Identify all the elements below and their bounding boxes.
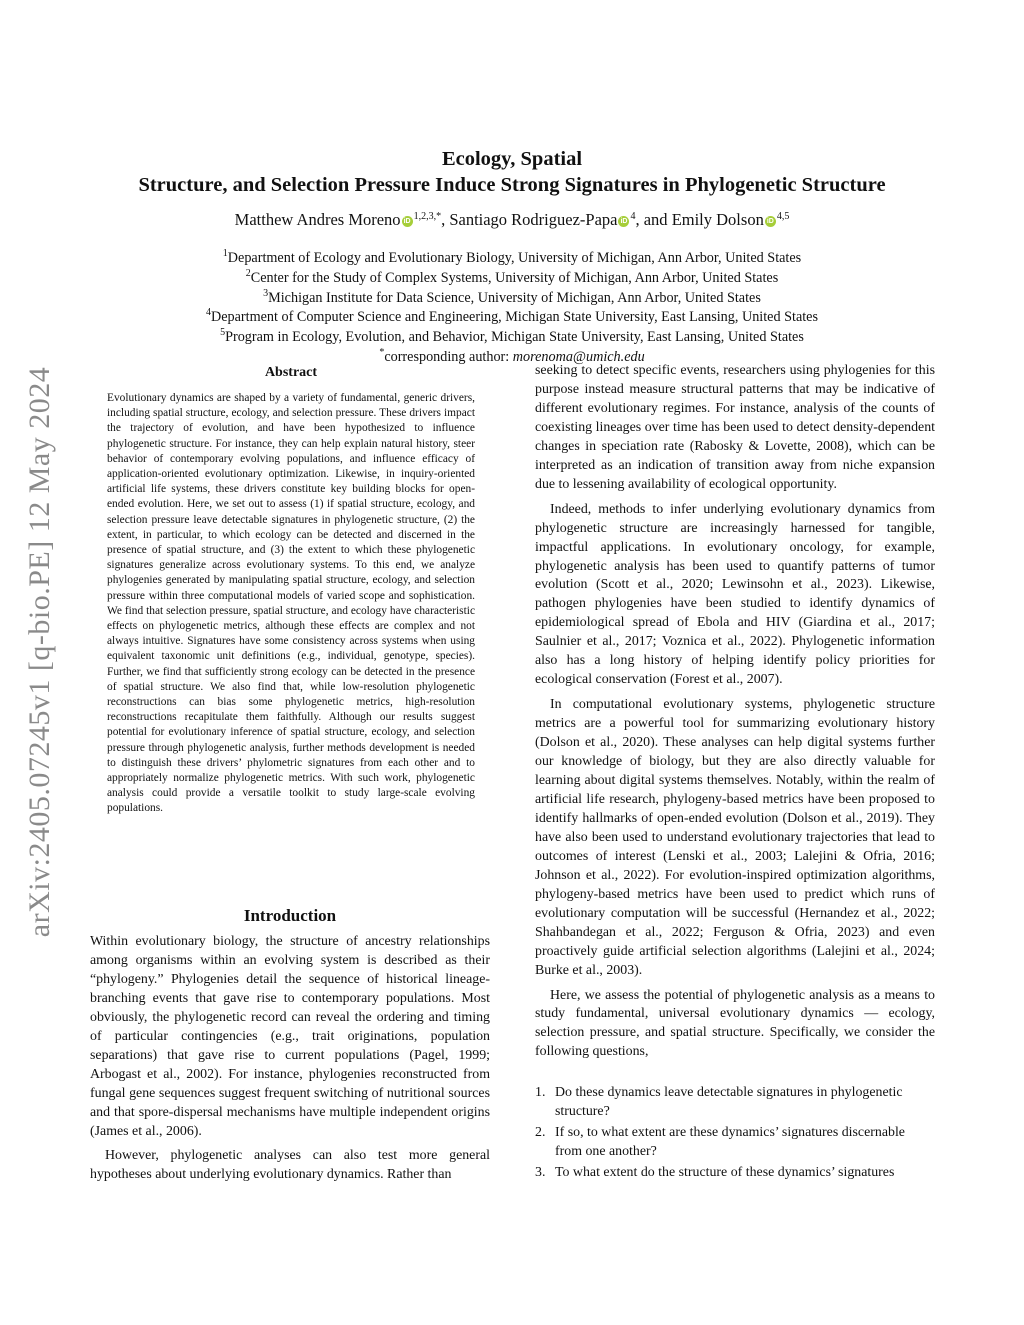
affiliation-list xyxy=(60,249,964,368)
author-list xyxy=(60,209,964,231)
body-paragraph: In computational evolutionary systems, phylogenetic structure metrics are a powerful tool for summarizing evolutionary history (Dolson et al., 2020). These analyses can help digital systems further our knowledge of biology, but they are also directly valuable for learning about digital systems themselves. Notably, within the realm of artificial life research, phylogeny-based metrics have been proposed to identify hallmarks of open-ended evolution (Dolson et al., 2019). They have also been used to understand evolutionary trajectories that lead to outcomes of interest (Lenski et al., 2003; Lalejini & Ofria, 2016; Johnson et al., 2022). For evolution-inspired optimization algorithms, phylogeny-based metrics have been used to predict which runs of evolutionary computation will be successful (Hernandez et al., 2022; Shahbandegan et al., 2022; Ferguson & Ofria, 2023) and even proactively guide artificial selection algorithms (Lalejini et al., 2024; Burke et al., 2003). xyxy=(535,697,935,978)
affiliation xyxy=(60,249,964,269)
list-item-text: To what extent do the structure of these dynamics’ signatures xyxy=(555,1164,895,1180)
author-separator: , xyxy=(441,210,450,229)
body-paragraph: However, phylogenetic analyses can also test more general hypotheses about underlying evolutionary dynamics. Rather than xyxy=(90,1148,490,1183)
affiliation xyxy=(60,289,964,309)
corresponding-label: corresponding author: xyxy=(384,348,513,365)
author-affiliation-marker: 4 xyxy=(630,211,636,222)
affiliation-text: Department of Ecology and Evolutionary Biology, University of Michigan, Ann Arbor, United States xyxy=(227,250,802,266)
author-separator: , and xyxy=(635,210,672,229)
corresponding-email-link[interactable]: morenoma@umich.edu xyxy=(512,348,645,365)
orcid-icon[interactable]: iD xyxy=(620,218,628,225)
corresponding-marker: * xyxy=(379,346,385,358)
author-affiliation-marker: 1,2,3,* xyxy=(413,211,442,222)
list-item-number: 2. xyxy=(535,1124,546,1140)
left-column-body xyxy=(90,933,490,1191)
affiliation-text: Center for the Study of Complex Systems, University of Michigan, Ann Arbor, United States xyxy=(250,269,779,286)
list-item xyxy=(535,1164,935,1183)
affiliation-marker: 2 xyxy=(245,267,251,279)
orcid-icon[interactable]: iD xyxy=(403,218,411,225)
abstract-text: Evolutionary dynamics are shaped by a variety of fundamental, generic drivers, including spatial structure, ecology, and selection pressure. These drivers impact the trajectory of evolution, and have been hypothesized to influence phylogenetic structure. For instance, they can help explain natural history, steer behavior of contemporary evolving populations, and influence efficacy of application-oriented evolutionary optimization. Likewise, in inquiry-oriented artificial life systems, these drivers constitute key building blocks for open-ended evolution. Here, we set out to assess (1) if spatial structure, ecology, and selection pressure leave detectable signatures in phylogenetic structure, (2) the extent, in particular, to which ecology can be detected and discerned in the presence of spatial structure, and (3) the extent to which these phylogenetic signatures generalize across evolutionary systems. To this end, we analyze phylogenies generated by manipulating spatial structure, ecology, and selection pressure within three computational models of varied scope and sophistication. We find that selection pressure, spatial structure, and ecology have characteristic effects on phylogenetic metrics, although these effects are complex and not always intuitive. Signatures have some consistency across systems when using equivalent taxonomic unit definitions (e.g., individual, genotype, species). Further, we find that sufficiently strong ecology can be detected in the presence of spatial structure. We also find that, while low-resolution phylogenetic reconstructions can bias some phylogenetic metrics, high-resolution reconstructions recapitulate them faithfully. Although our results suggest potential for evolutionary inference of spatial structure, ecology, and selection pressure through phylogenetic analysis, further methods development is needed to distinguish these drivers’ phylometric signatures from each other and to appropriately normalize phylogenetic metrics. With such work, phylogenetic analysis could provide a versatile toolkit to study large-scale evolving populations. xyxy=(107,392,475,815)
list-item-text: If so, to what extent are these dynamics’ signatures discernable from one another? xyxy=(555,1124,905,1159)
abstract-heading: Abstract xyxy=(264,365,318,380)
introduction-heading: Introduction xyxy=(243,906,337,925)
affiliation-marker: 5 xyxy=(220,327,226,339)
arxiv-identifier-stamp[interactable]: arXiv:2405.07245v1 [q-bio.PE] 12 May 2024 xyxy=(23,366,56,938)
title-line-1: Ecology, Spatial xyxy=(441,148,583,170)
paper-title xyxy=(60,146,964,198)
list-item-text: Do these dynamics leave detectable signatures in phylogenetic structure? xyxy=(555,1085,903,1119)
affiliation xyxy=(60,269,964,289)
affiliation xyxy=(60,308,964,328)
list-item-number: 1. xyxy=(535,1085,546,1100)
body-paragraph: Indeed, methods to infer underlying evolutionary dynamics from phylogenetic structure are increasingly harnessed for tangible, impactful applications. In evolutionary oncology, for example, phylogenetic analysis has been used to quantify patterns of tumor evolution (Scott et al., 2020; Lewinsohn et al., 2023). Likewise, pathogen phylogenies have been studied to identify dynamics of epidemiological spread of Ebola and HIV (Giardina et al., 2017; Saulnier et al., 2017; Voznica et al., 2022). Phylogenetic information also has a long history of helping identify policy priorities for ecological conservation (Forest et al., 2007). xyxy=(535,501,935,688)
author-name: Santiago Rodriguez-Papa xyxy=(449,210,618,229)
affiliation-marker: 4 xyxy=(205,307,211,319)
affiliation-text: Michigan Institute for Data Science, University of Michigan, Ann Arbor, United States xyxy=(268,289,761,306)
title-line-2: Structure, and Selection Pressure Induce Strong Signatures in Phylogenetic Structure xyxy=(138,174,886,196)
right-column-body xyxy=(535,362,935,1068)
author-name: Emily Dolson xyxy=(671,210,764,229)
orcid-icon[interactable]: iD xyxy=(766,218,774,225)
author-affiliation-marker: 4,5 xyxy=(776,211,790,222)
body-paragraph: Within evolutionary biology, the structure of ancestry relationships among organisms within an evolving system is described as their “phylogeny.” Phylogenies detail the sequence of historical lineage-branching events that gave rise to contemporary populations. Most obviously, the phylogenetic record can reveal the ordering and timing of particular contingencies (e.g., trait originations, population separations) that gave rise to current populations (Pagel, 1999; Arbogast et al., 2002). For instance, phylogenies reconstructed from fungal gene sequences suggest frequent switching of nutritional sources and that spore-dispersal mechanisms have multiple independent origins (James et al., 2006). xyxy=(90,934,490,1139)
affiliation xyxy=(60,328,964,348)
list-item xyxy=(535,1084,935,1122)
author-name: Matthew Andres Moreno xyxy=(234,210,401,229)
body-paragraph: Here, we assess the potential of phylogenetic analysis as a means to study fundamental, universal evolutionary dynamics — ecology, selection pressure, and spatial structure. Specifically, we consider the following questions, xyxy=(535,987,935,1060)
body-paragraph: seeking to detect specific events, researchers using phylogenies for this purpose instead measure structural patterns that may be indicative of different evolutionary regimes. For instance, analysis of the counts of coexisting lineages over time has been used to detect density-dependent changes in speciation rate (Rabosky & Lovette, 2008), which can be interpreted as an indication of transition away from niche expansion due to lessening availability of ecological opportunity. xyxy=(535,363,935,492)
affiliation-marker: 1 xyxy=(222,248,228,259)
list-item xyxy=(535,1124,935,1162)
research-questions-list xyxy=(535,1084,935,1185)
affiliation-text: Department of Computer Science and Engineering, Michigan State University, East Lansing, United States xyxy=(210,309,819,326)
list-item-number: 3. xyxy=(535,1164,546,1180)
affiliation-marker: 3 xyxy=(263,287,269,299)
affiliation-text: Program in Ecology, Evolution, and Behavior, Michigan State University, East Lansing, United States xyxy=(225,329,804,346)
